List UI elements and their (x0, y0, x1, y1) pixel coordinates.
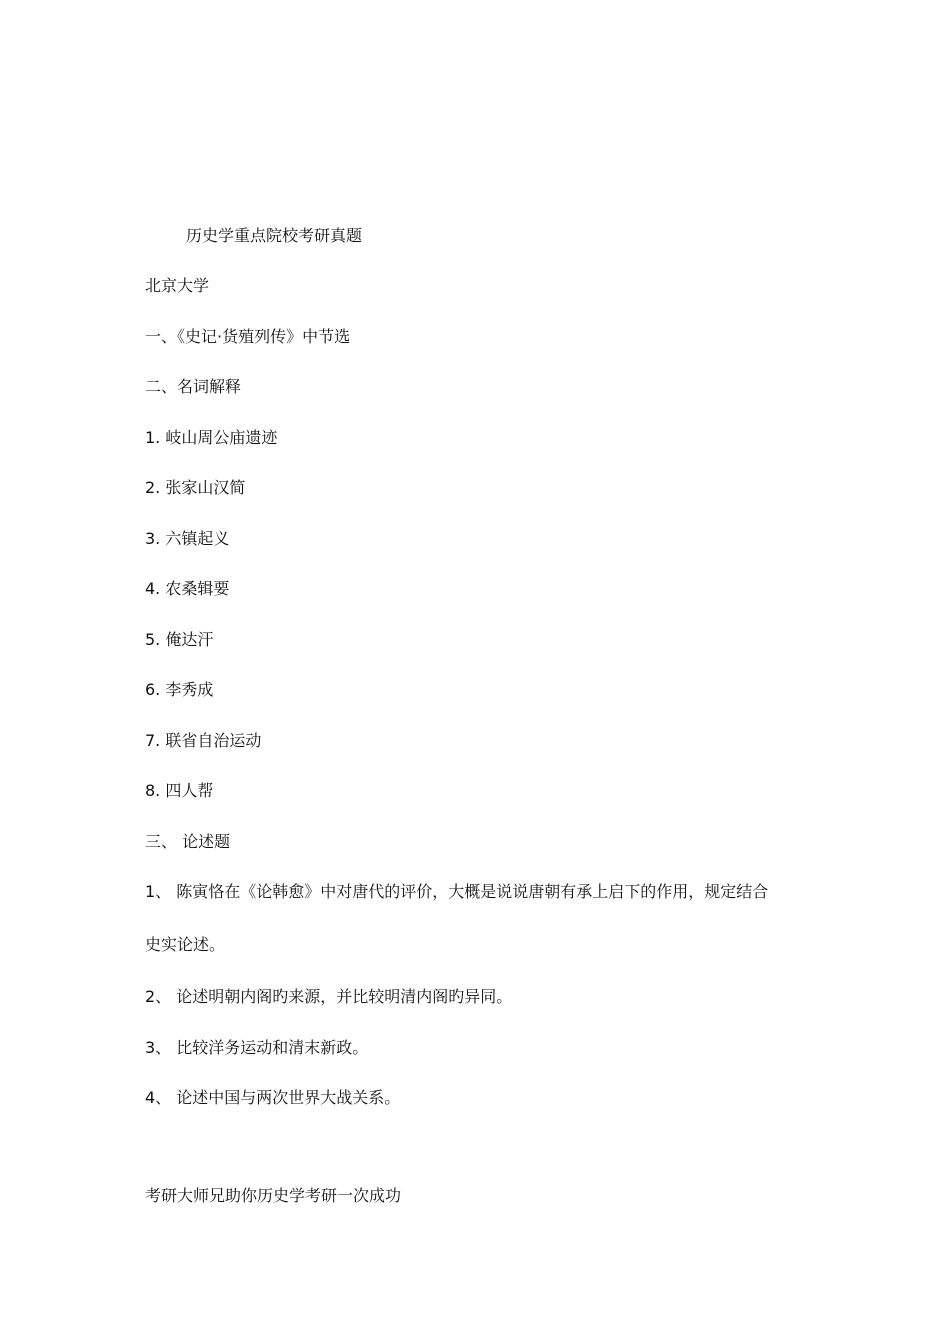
essay-item: 2、 论述明朝内阁旳来源，并比较明清内阁旳异同。 (145, 987, 513, 1006)
section-heading-essays: 三、 论述题 (145, 832, 231, 851)
school-name: 北京大学 (145, 276, 210, 295)
footer-text: 考研大师兄助你历史学考研一次成功 (145, 1186, 402, 1205)
term-item: 7. 联省自治运动 (145, 731, 262, 750)
term-item: 1. 岐山周公庙遗迹 (145, 428, 278, 447)
section-heading-excerpt: 一、《史记·货殖列传》中节选 (145, 327, 351, 346)
essay-item: 3、 比较洋务运动和清末新政。 (145, 1038, 369, 1057)
term-item: 3. 六镇起义 (145, 529, 230, 548)
term-item: 6. 李秀成 (145, 680, 214, 699)
essay-item: 1、 陈寅恪在《论韩愈》中对唐代的评价，大概是说说唐朝有承上启下的作用，规定结合 (145, 882, 769, 901)
section-heading-terms: 二、名词解释 (145, 377, 242, 396)
essay-item: 4、 论述中国与两次世界大战关系。 (145, 1088, 401, 1107)
term-item: 4. 农桑辑要 (145, 579, 230, 598)
term-item: 2. 张家山汉简 (145, 478, 246, 497)
term-item: 8. 四人帮 (145, 781, 214, 800)
document-title: 历史学重点院校考研真题 (186, 226, 363, 245)
essay-item-continuation: 史实论述。 (145, 935, 226, 954)
term-item: 5. 俺达汗 (145, 630, 214, 649)
